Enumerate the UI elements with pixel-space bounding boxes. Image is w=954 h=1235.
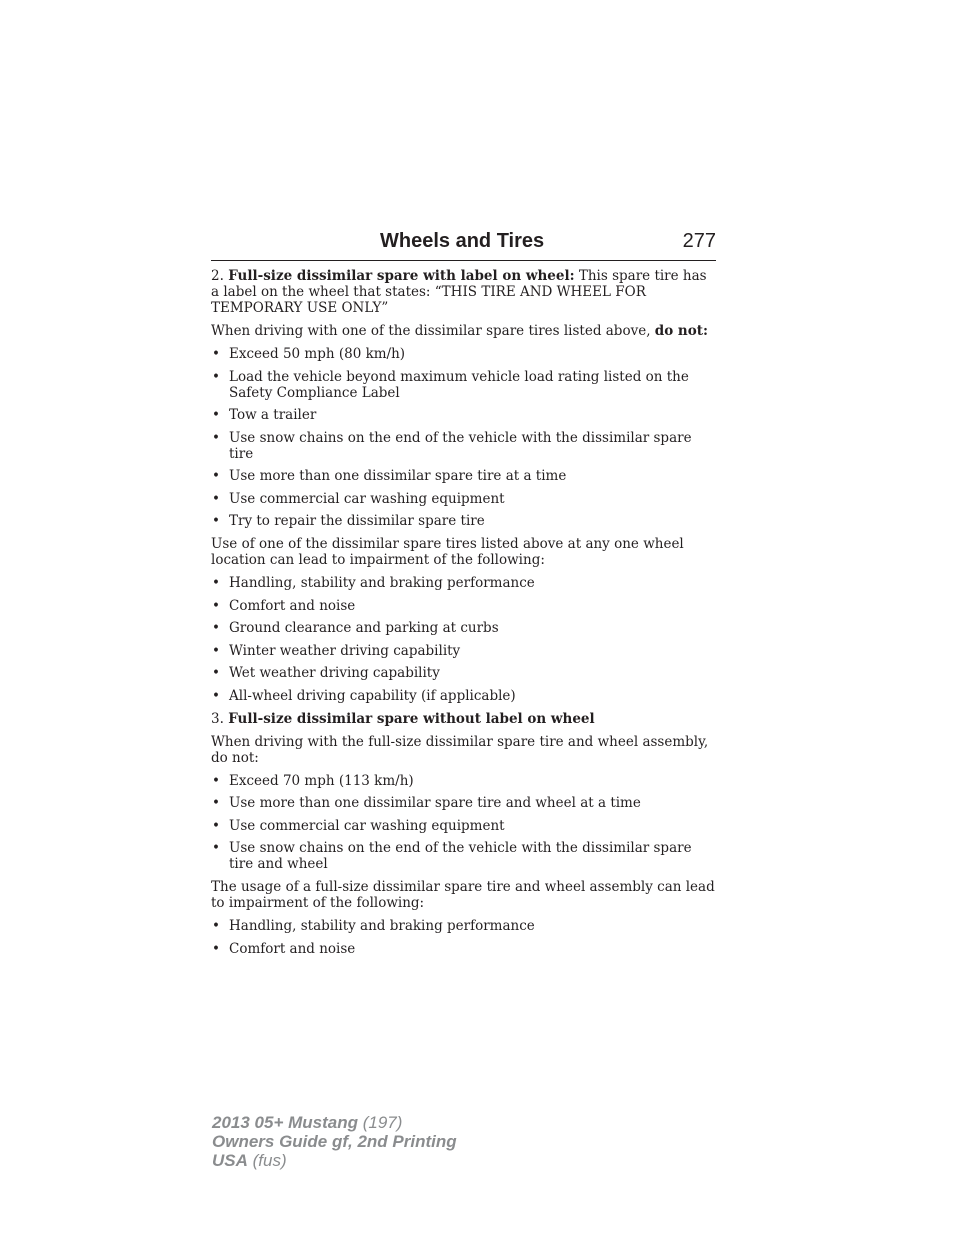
page-footer — [212, 1113, 457, 1170]
list-item — [211, 491, 716, 507]
list-item — [211, 773, 716, 789]
section-3-paragraph — [211, 711, 716, 727]
bullet: • — [212, 407, 220, 423]
footer-market: USA — [212, 1151, 248, 1170]
section-2-text: This spare tire has a label on the wheel that states: “THIS TIRE AND WHEEL FOR TEMPORARY USE ONLY” — [211, 268, 707, 316]
footer-guide: Owners Guide gf, 2nd Printing — [212, 1132, 457, 1151]
bullet: • — [212, 687, 220, 704]
bullet: • — [212, 772, 220, 789]
list-item-text: Use commercial car washing equipment — [229, 817, 505, 834]
bullet: • — [212, 575, 220, 591]
page-content — [211, 268, 716, 964]
footer-model-code: (197) — [358, 1113, 403, 1132]
donot-intro-paragraph — [211, 323, 716, 339]
section-3-heading: Full-size dissimilar spare without label on wheel — [228, 710, 595, 727]
list-item — [211, 941, 716, 957]
list-item-text: Load the vehicle beyond maximum vehicle load rating listed on the Safety Compliance Label — [229, 368, 689, 401]
list-item — [211, 430, 716, 462]
list-item-text: Tow a trailer — [229, 407, 317, 423]
list-item — [211, 369, 716, 401]
bullet: • — [212, 368, 220, 385]
list-item-text: Handling, stability and braking performance — [229, 575, 535, 591]
list-item-text: Use more than one dissimilar spare tire and wheel at a time — [229, 795, 641, 811]
list-item-text: Handling, stability and braking performance — [229, 918, 535, 934]
footer-line-3 — [212, 1151, 457, 1170]
list-item-text: Exceed 50 mph (80 km/h) — [229, 346, 406, 362]
list-item — [211, 346, 716, 362]
bullet: • — [212, 597, 220, 614]
section-3-number: 3. — [211, 710, 224, 727]
list-item — [211, 688, 716, 704]
donot-intro-text: When driving with one of the dissimilar spare tires listed above, — [211, 323, 655, 339]
footer-market-code: (fus) — [247, 1151, 287, 1170]
page-header — [211, 226, 716, 261]
list-item — [211, 818, 716, 834]
section-title: Wheels and Tires — [380, 230, 545, 252]
bullet: • — [212, 795, 220, 811]
list-item-text: All-wheel driving capability (if applicable) — [229, 687, 516, 704]
footer-line-2 — [212, 1132, 457, 1151]
list-item — [211, 407, 716, 423]
list-item — [211, 840, 716, 872]
fullsize-intro-paragraph: When driving with the full-size dissimilar spare tire and wheel assembly, do not: — [211, 733, 709, 766]
list-item — [211, 620, 716, 636]
bullet: • — [212, 513, 220, 529]
donot-list — [211, 346, 716, 529]
usage-list — [211, 918, 716, 957]
section-2-heading: Full-size dissimilar spare with label on wheel: — [228, 268, 575, 284]
list-item — [211, 795, 716, 811]
list-item-text: Use snow chains on the end of the vehicle with the dissimilar spare tire — [229, 429, 692, 462]
list-item-text: Ground clearance and parking at curbs — [229, 620, 499, 636]
section-2-paragraph — [211, 268, 716, 316]
list-item-text: Use commercial car washing equipment — [229, 490, 505, 507]
list-item-text: Use more than one dissimilar spare tire at a time — [229, 468, 567, 484]
bullet: • — [212, 817, 220, 834]
bullet: • — [212, 642, 220, 659]
list-item-text: Wet weather driving capability — [229, 665, 440, 681]
bullet: • — [212, 346, 220, 362]
list-item — [211, 468, 716, 484]
footer-line-1 — [212, 1113, 457, 1132]
bullet: • — [212, 918, 220, 934]
list-item — [211, 513, 716, 529]
list-item-text: Exceed 70 mph (113 km/h) — [229, 772, 414, 789]
bullet: • — [212, 490, 220, 507]
list-item — [211, 598, 716, 614]
bullet: • — [212, 429, 220, 446]
usage-intro-paragraph: The usage of a full-size dissimilar spare tire and wheel assembly can lead to impairment of the following: — [211, 879, 715, 911]
list-item — [211, 575, 716, 591]
list-item-text: Comfort and noise — [229, 597, 356, 614]
section-2-number: 2. — [211, 268, 224, 284]
bullet: • — [212, 840, 220, 856]
donot-intro-bold: do not: — [654, 323, 708, 339]
fullsize-list — [211, 773, 716, 873]
impair-list — [211, 575, 716, 704]
bullet: • — [212, 620, 220, 636]
list-item — [211, 918, 716, 934]
list-item — [211, 665, 716, 681]
impair-intro-paragraph: Use of one of the dissimilar spare tires listed above at any one wheel location can lead to impairment of the following: — [211, 536, 684, 568]
bullet: • — [212, 665, 220, 681]
list-item — [211, 643, 716, 659]
bullet: • — [212, 468, 220, 484]
list-item-text: Comfort and noise — [229, 940, 356, 957]
bullet: • — [212, 940, 220, 957]
list-item-text: Try to repair the dissimilar spare tire — [229, 513, 485, 529]
page-number: 277 — [682, 230, 716, 252]
footer-model: 2013 05+ Mustang — [212, 1113, 358, 1132]
list-item-text: Use snow chains on the end of the vehicle with the dissimilar spare tire and wheel — [229, 840, 692, 872]
list-item-text: Winter weather driving capability — [229, 642, 461, 659]
